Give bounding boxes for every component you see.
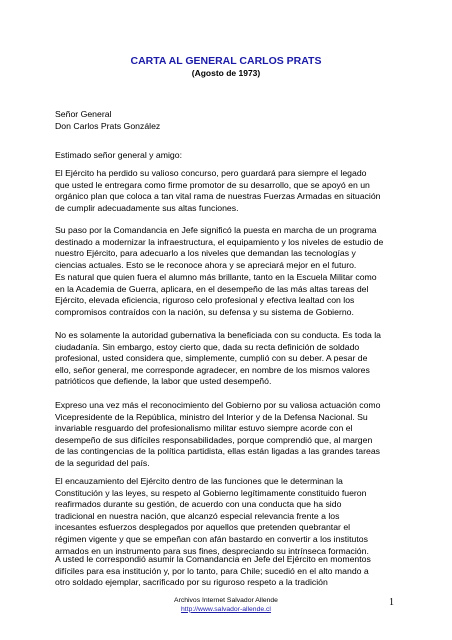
paragraph-line: difíciles para esa institución y, por lo tanto, para Chile; sucedió en el alto mando a [55,565,369,576]
paragraph-line: destinado a modernizar la infraestructura, el equipamiento y los niveles de estudio de [55,236,384,247]
page-number: 1 [389,597,394,608]
paragraph-line: No es solamente la autoridad gubernativa la beneficiada con su conducta. Es toda la [55,330,381,340]
paragraph-4 [55,330,381,388]
paragraph-line: de cumplir adecuadamente sus altas funciones. [55,202,239,213]
paragraph-line: reafirmados durante su gestión, de acuerdo con una conducta que ha sido [55,499,342,510]
addressee-line: Don Carlos Prats González [55,120,161,131]
paragraph-3 [55,272,377,318]
paragraph-line: orgánico plan que coloca a tan vital rama de nuestras Fuerzas Armadas en situación [55,191,381,202]
paragraph-line: Es natural que quien fuera el alumno más brillante, tanto en la Escuela Militar como [55,272,377,282]
paragraph-line: desempeño de sus difíciles responsabilidades, porque comprendió que, al margen [55,434,373,445]
paragraph-line: Ejército, elevada eficiencia, riguroso celo profesional y efectiva lealtad con los [55,295,355,306]
paragraph-6 [55,476,369,557]
paragraph-line: Constitución y las leyes, su respeto al Gobierno legítimamente constituido fueron [55,487,367,498]
paragraph-line: invariable resguardo del profesionalismo militar estuvo siempre acorde con el [55,423,353,434]
paragraph-line: que usted le entregara como firme promotor de su desarrollo, que se apoyó en un [55,179,370,190]
paragraph-line: de las contingencias de la política partidista, ellas están ligadas a las grandes tareas [55,446,381,457]
paragraph-7 [55,554,371,589]
document-title: CARTA AL GENERAL CARLOS PRATS [130,55,322,67]
paragraph-line: otro soldado ejemplar, sacrificado por su riguroso respeto a la tradición [55,577,328,588]
paragraph-line: de la seguridad del país. [55,457,150,468]
footer-url-link[interactable]: http://www.salvador-allende.cl [181,605,271,613]
paragraph-line: ello, señor general, me corresponde agradecer, en nombre de los mismos valores [55,364,370,375]
paragraph-line: tradicional en nuestra nación, que alcanzó especial relevancia frente a los [55,510,340,521]
paragraph-line: Vicepresidente de la República, ministro del Interior y de la Defensa Nacional. Su [55,411,368,422]
paragraph-line: patrióticos que defiende, la labor que usted desempeñó. [55,376,272,387]
addressee-line: Señor General [55,109,112,119]
paragraph-line: incesantes esfuerzos desplegados por aquellos que pretenden quebrantar el [55,522,351,533]
paragraph-5 [55,400,380,470]
paragraph-line: ciencias actuales. Esto se le reconoce ahora y se apreciará mejor en el futuro. [55,259,357,270]
paragraph-line: armados en un instrumento para sus fines, despreciando su intrínseca formación. [55,545,369,556]
paragraph-line: Expreso una vez más el reconocimiento del Gobierno por su valiosa actuación como [55,400,381,410]
paragraph-line: El Ejército ha perdido su valioso concurso, pero guardará para siempre el legado [55,168,367,178]
paragraph-line: El encauzamiento del Ejército dentro de las funciones que le determinan la [55,476,343,486]
paragraph-line: Su paso por la Comandancia en Jefe significó la puesta en marcha de un programa [55,225,377,235]
footer-source: Archivos Internet Salvador Allende [174,597,278,604]
paragraph-1 [55,168,380,214]
paragraph-line: nuestro Ejército, para adecuarlo a los niveles que demandan las tecnologías y [55,248,356,259]
document-subtitle: (Agosto de 1973) [191,68,261,78]
paragraph-line: régimen vigente y que se empeñan con afán bastardo en convertir a los institutos [55,533,368,544]
paragraph-line: compromisos contraídos con la nación, su defensa y su sistema de Gobierno. [55,306,354,317]
page-footer [0,597,452,614]
paragraph-line: A usted le correspondió asumir la Comandancia en Jefe del Ejército en momentos [55,554,371,564]
addressee-block [55,109,160,132]
paragraph-2 [55,225,383,271]
paragraph-line: en la Academia de Guerra, aplicara, en el desempeño de las más altas tareas del [55,283,369,294]
paragraph-line: ciudadanía. Sin embargo, estoy cierto que, dada su recta definición de soldado [55,341,360,352]
paragraph-line: profesional, usted considera que, simplemente, cumplió con su deber. A pesar de [55,353,368,364]
salutation: Estimado señor general y amigo: [55,150,182,160]
